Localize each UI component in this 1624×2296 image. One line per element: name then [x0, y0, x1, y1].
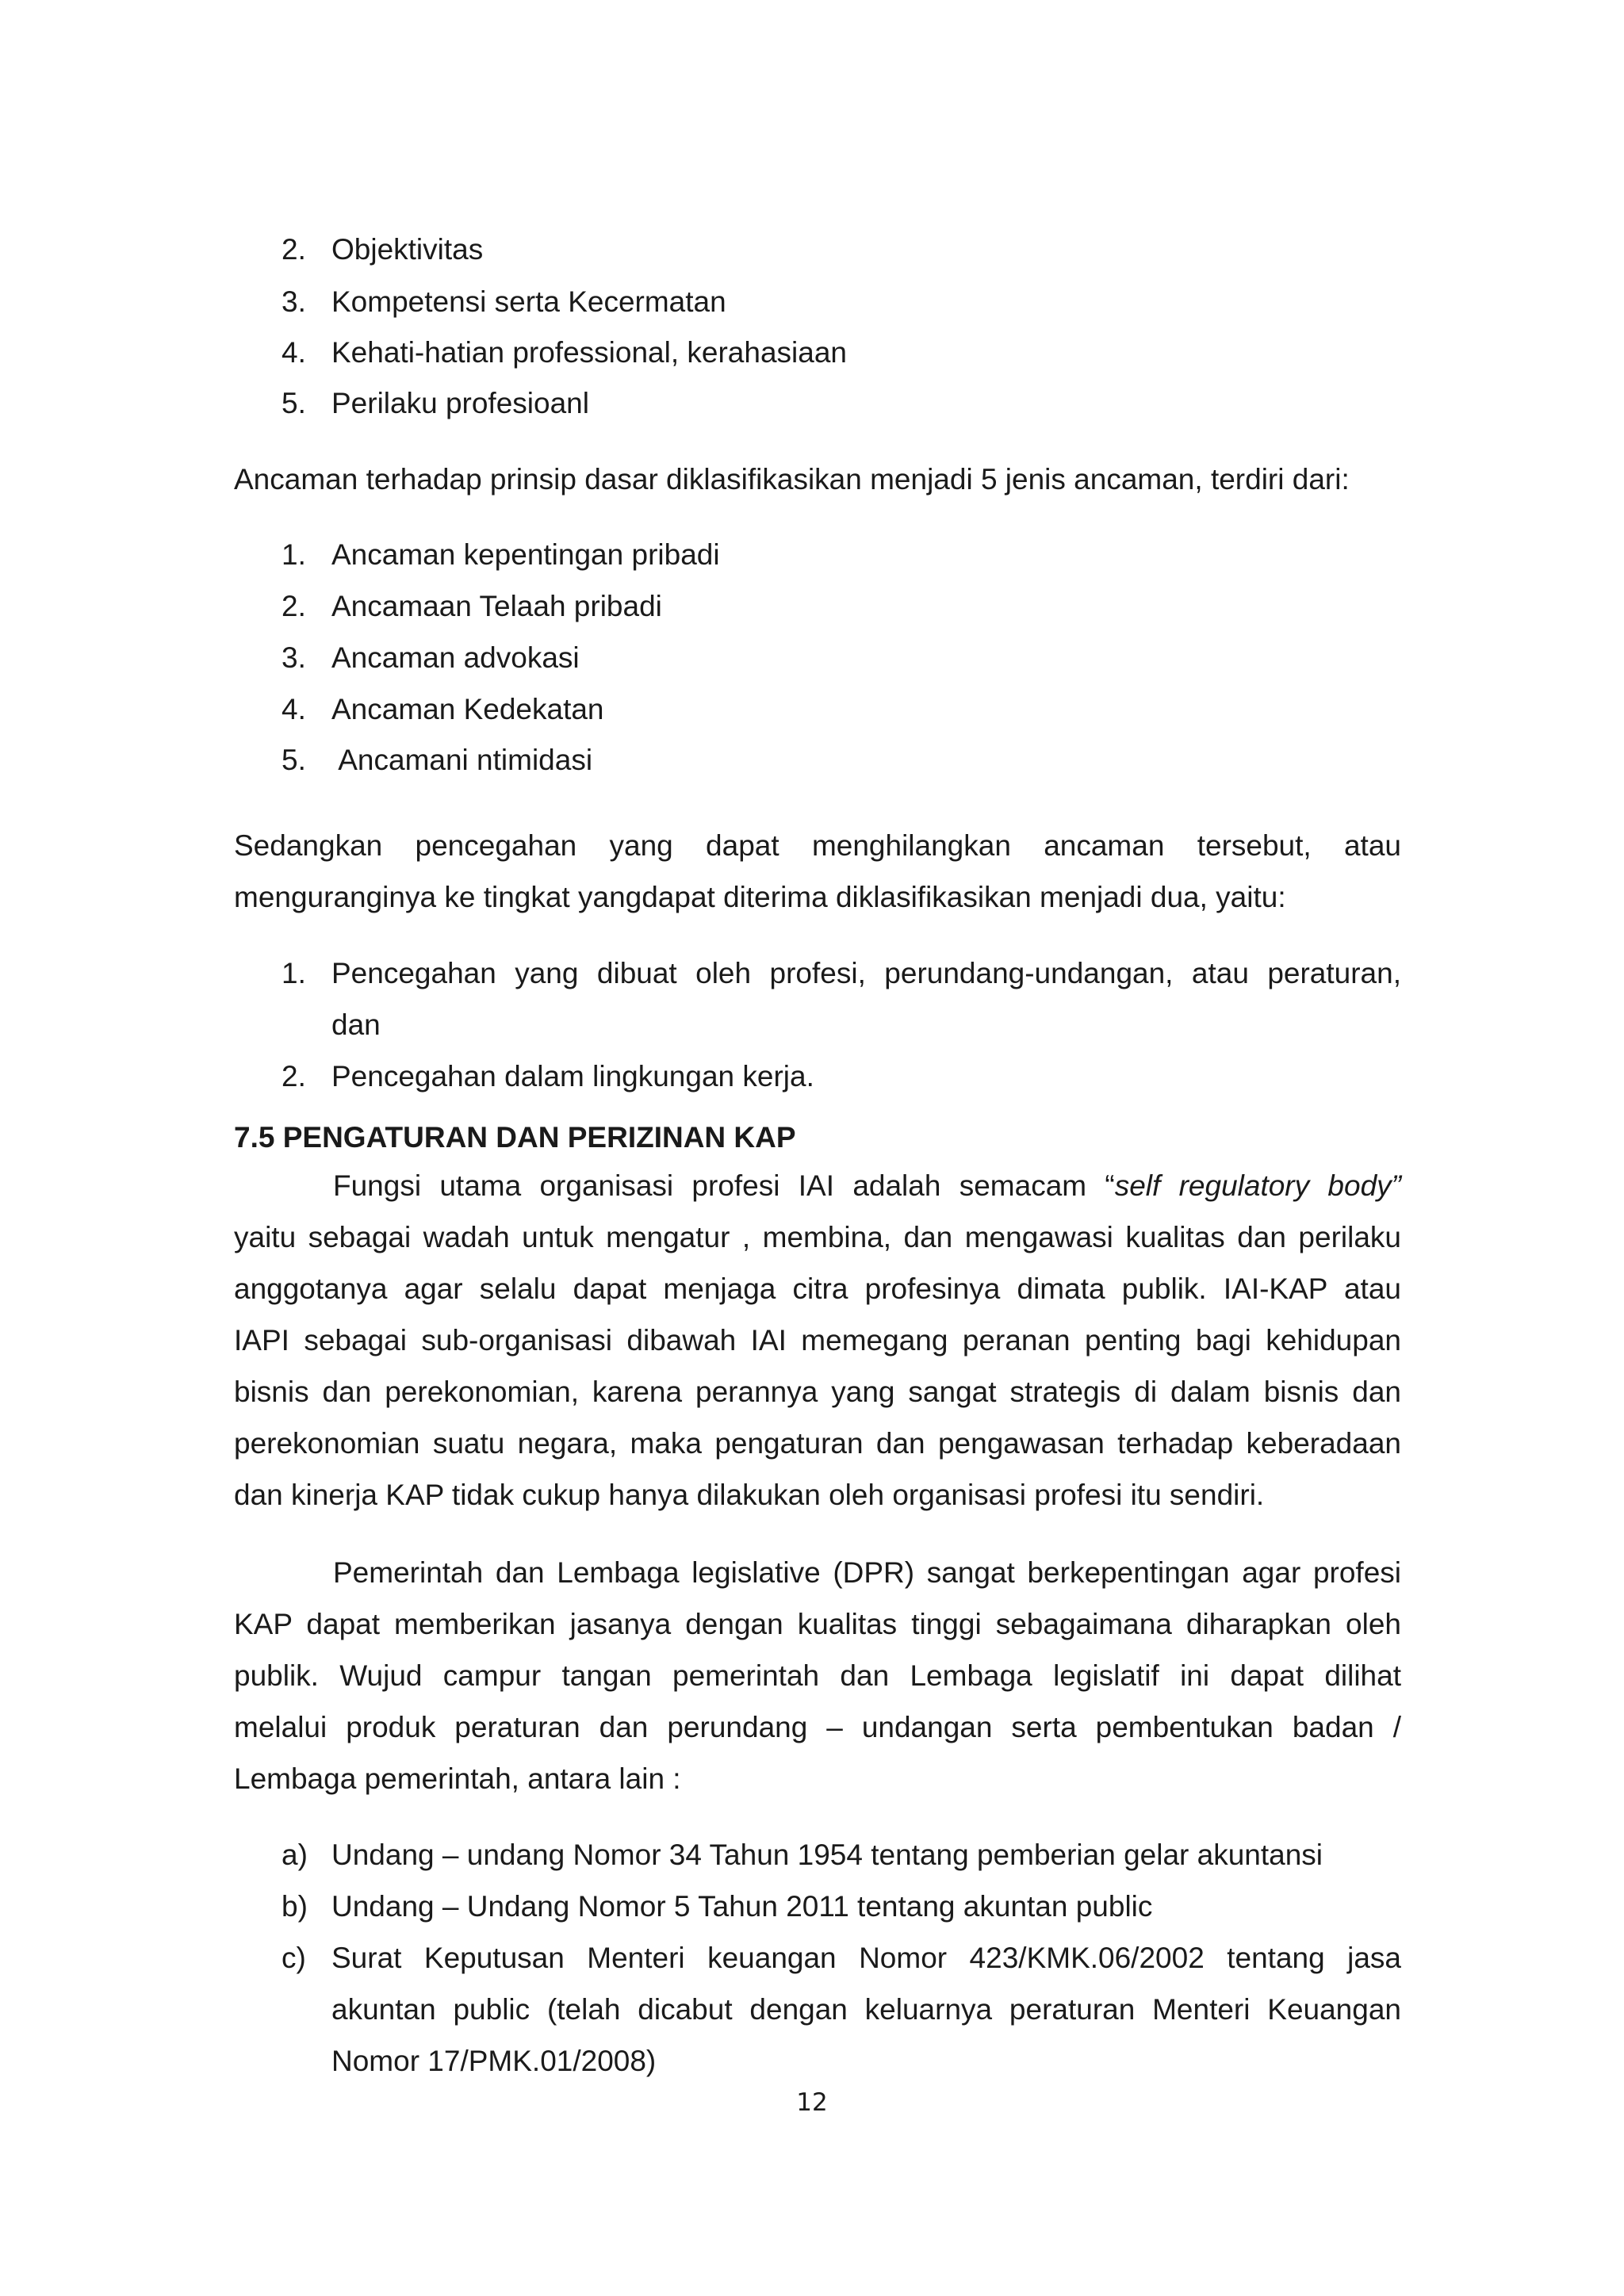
paragraph-line: Pemerintah dan Lembaga legislative (DPR) sangat berkepentingan agar profesi	[333, 1556, 1401, 1589]
italic-term: self regulatory body”	[1114, 1169, 1401, 1202]
list-item-text: Kompetensi serta Kecermatan	[331, 285, 726, 318]
list-number: 2.	[282, 233, 306, 266]
list-number: 5.	[282, 744, 306, 776]
list-item	[331, 947, 1401, 1050]
list-number: 3.	[282, 285, 306, 318]
page-number: 12	[796, 2088, 828, 2117]
section-paragraph-2	[234, 1547, 1401, 1804]
list-item-text: Nomor 17/PMK.01/2008)	[331, 2045, 657, 2077]
list-item-text: Perilaku profesioanl	[331, 387, 589, 419]
list-item-text: Ancaman advokasi	[331, 641, 580, 674]
paragraph-line: yaitu sebagai wadah untuk mengatur , membina, dan mengawasi kualitas dan perilaku	[234, 1221, 1401, 1253]
paragraph-line: Sedangkan pencegahan yang dapat menghilangkan ancaman tersebut, atau	[234, 829, 1401, 862]
list-number: 4.	[282, 336, 306, 369]
paragraph-line: bisnis dan perekonomian, karena perannya yang sangat strategis di dalam bisnis dan	[234, 1376, 1401, 1408]
list-item-text: Surat Keputusan Menteri keuangan Nomor 423/KMK.06/2002 tentang jasa	[331, 1942, 1401, 1974]
list-number: 1.	[282, 957, 306, 989]
list-item-text: Ancaman Kedekatan	[331, 693, 604, 725]
list-number: 4.	[282, 693, 306, 725]
paragraph-line: KAP dapat memberikan jasanya dengan kualitas tinggi sebagaimana diharapkan oleh	[234, 1608, 1401, 1640]
list-item	[331, 1932, 1401, 2087]
list-item-text: Kehati-hatian professional, kerahasiaan	[331, 336, 847, 369]
list-number: c)	[282, 1942, 306, 1974]
paragraph-line: melalui produk peraturan dan perundang – undangan serta pembentukan badan /	[234, 1711, 1401, 1743]
list-item-text: dan	[331, 1008, 381, 1041]
paragraph-line: publik. Wujud campur tangan pemerintah dan Lembaga legislatif ini dapat dilihat	[234, 1659, 1401, 1692]
list-item-text: Ancaman kepentingan pribadi	[331, 538, 720, 571]
list-item-text: Pencegahan yang dibuat oleh profesi, perundang-undangan, atau peraturan,	[331, 957, 1401, 989]
paragraph-line: anggotanya agar selalu dapat menjaga citra profesinya dimata publik. IAI-KAP atau	[234, 1272, 1401, 1305]
list-item-text: Pencegahan dalam lingkungan kerja.	[331, 1060, 814, 1093]
paragraph-line	[234, 1160, 1401, 1211]
paragraph-line: perekonomian suatu negara, maka pengaturan dan pengawasan terhadap keberadaan	[234, 1427, 1401, 1460]
list-number: 1.	[282, 538, 306, 571]
section-paragraph-1	[234, 1160, 1401, 1521]
paragraph-line: Lembaga pemerintah, antara lain :	[234, 1762, 681, 1795]
list-item-text: Undang – Undang Nomor 5 Tahun 2011 tentang akuntan public	[331, 1890, 1153, 1923]
paragraph-line: IAPI sebagai sub-organisasi dibawah IAI memegang peranan penting bagi kehidupan	[234, 1324, 1401, 1357]
list-item-text: akuntan public (telah dicabut dengan keluarnya peraturan Menteri Keuangan	[331, 1993, 1401, 2026]
threats-intro: Ancaman terhadap prinsip dasar diklasifikasikan menjadi 5 jenis ancaman, terdiri dari:	[234, 463, 1350, 496]
list-number: 5.	[282, 387, 306, 419]
list-item-text: Objektivitas	[331, 233, 484, 266]
list-item-text: Undang – undang Nomor 34 Tahun 1954 tentang pemberian gelar akuntansi	[331, 1839, 1323, 1871]
paragraph-text: Fungsi utama organisasi profesi IAI adalah semacam “	[333, 1169, 1115, 1202]
list-number: 3.	[282, 641, 306, 674]
section-heading: 7.5 PENGATURAN DAN PERIZINAN KAP	[234, 1121, 796, 1154]
list-number: b)	[282, 1890, 308, 1923]
list-item-text: Ancamani ntimidasi	[331, 744, 593, 776]
list-number: a)	[282, 1839, 308, 1871]
paragraph-line: menguranginya ke tingkat yangdapat diterima diklasifikasikan menjadi dua, yaitu:	[234, 881, 1286, 913]
list-item-text: Ancamaan Telaah pribadi	[331, 590, 662, 622]
list-number: 2.	[282, 590, 306, 622]
prevention-intro	[234, 820, 1401, 923]
paragraph-line: dan kinerja KAP tidak cukup hanya dilakukan oleh organisasi profesi itu sendiri.	[234, 1479, 1265, 1511]
list-number: 2.	[282, 1060, 306, 1093]
